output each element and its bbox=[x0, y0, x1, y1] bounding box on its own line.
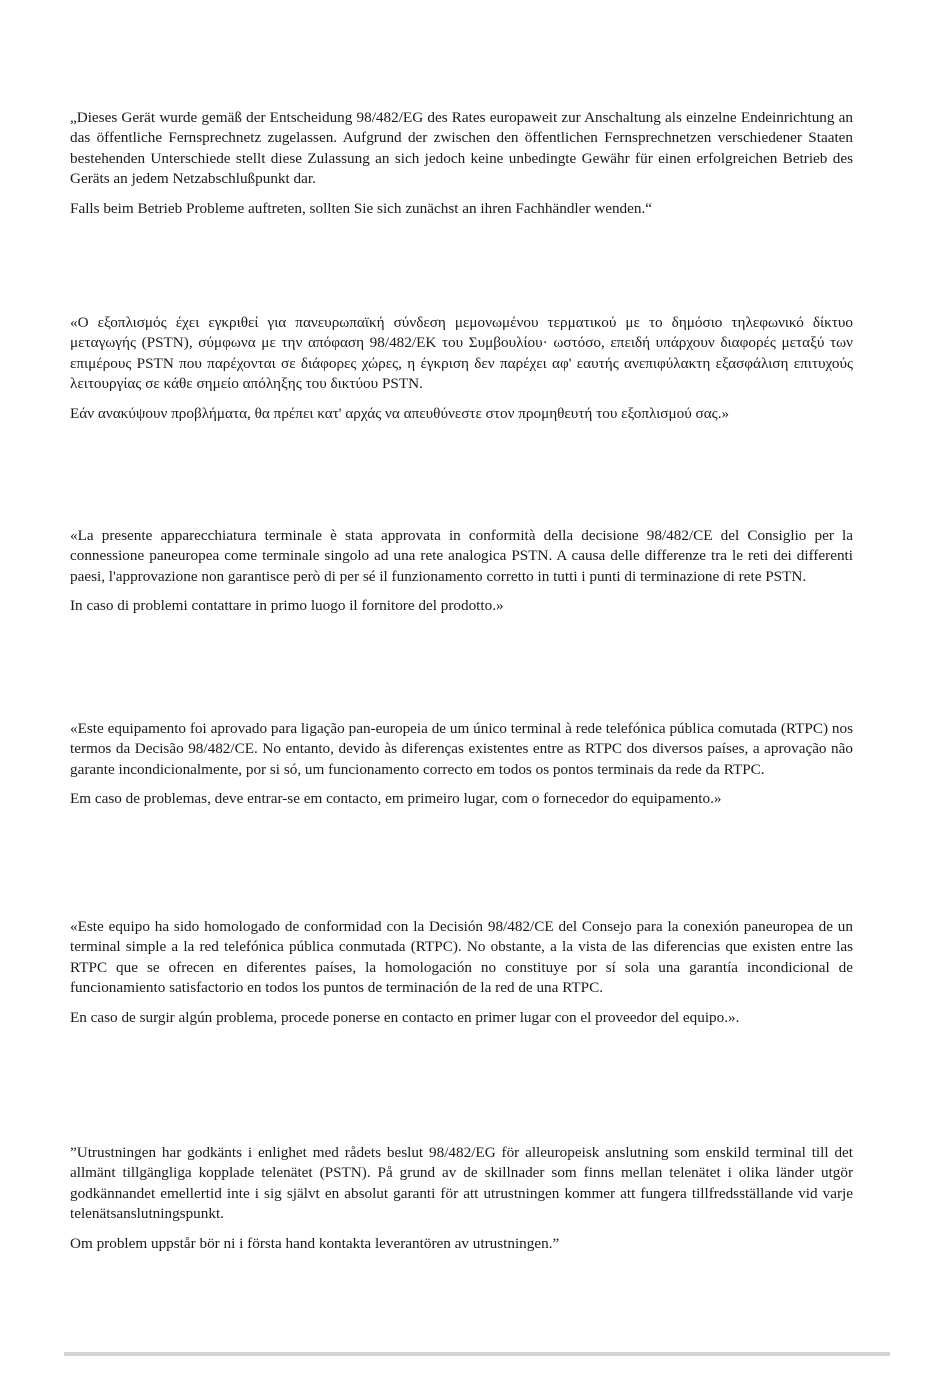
declaration-greek bbox=[70, 313, 853, 433]
declaration-statement: „Dieses Gerät wurde gemäß der Entscheidung 98/482/EG des Rates europaweit zur Anschaltung als einzelne Endeinrichtung an das öffentliche Fernsprechnetz zugelassen. Aufgrund der zwischen den öffentlichen Fernsprechnetzen verschiedener Staaten bestehenden Unterschiede stellt diese Zulassung an sich jedoch keine unbedingte Gewähr für einen erfolgreichen Betrieb des Geräts an jedem Netzabschlußpunkt dar. bbox=[70, 109, 853, 188]
declaration-portuguese bbox=[70, 719, 853, 819]
declaration-note: Om problem uppstår bör ni i första hand kontakta leverantören av utrustningen.” bbox=[70, 1234, 560, 1252]
declaration-statement: ”Utrustningen har godkänts i enlighet med rådets beslut 98/482/EG för alleuropeisk anslutning som enskild terminal till det allmänt tillgängliga kopplade telenätet (PSTN). På grund av de skillnader som finns mellan telenätet i olika länder utgör godkännandet emellertid inte i sig självt en absolut garanti för att utrustningen kommer att fungera tillfredsställande vid varje telenätsanslutningspunkt. bbox=[70, 1144, 853, 1223]
declaration-note: En caso de surgir algún problema, procede ponerse en contacto en primer lugar con el proveedor del equipo.». bbox=[70, 1008, 740, 1026]
declaration-statement: «Ο εξοπλισμός έχει εγκριθεί για πανευρωπαϊκή σύνδεση μεμονωμένου τερματικού με το δημόσιο τηλεφωνικό δίκτυο μεταγωγής (PSTN), σύμφωνα με την απόφαση 98/482/ΕΚ του Συμβουλίου· ωστόσο, επειδή υπάρχουν διαφορές μεταξύ των επιμέρους PSTN που παρέχονται σε διάφορες χώρες, η έγκριση δεν παρέχει αφ' εαυτής ανεπιφύλακτη εξασφάλιση επιτυχούς λειτουργίας σε κάθε σημείο απόληξης του δικτύου PSTN. bbox=[70, 314, 853, 393]
declaration-swedish bbox=[70, 1143, 853, 1263]
declaration-note: Falls beim Betrieb Probleme auftreten, sollten Sie sich zunächst an ihren Fachhändler wenden.“ bbox=[70, 199, 653, 217]
declaration-italian bbox=[70, 526, 853, 626]
declaration-note: Em caso de problemas, deve entrar-se em contacto, em primeiro lugar, com o fornecedor do equipamento.» bbox=[70, 790, 722, 808]
declaration-statement: «Este equipo ha sido homologado de conformidad con la Decisión 98/482/CE del Consejo para la conexión paneuropea de un terminal simple a la red telefónica pública conmutada (RTPC). No obstante, a la vista de las diferencias que existen entre las RTPC que se ofrecen en diferentes países, la homologación no constituye por sí sola una garantía incondicional de funcionamiento satisfactorio en todos los puntos de terminación de la red de una RTPC. bbox=[70, 918, 853, 997]
declaration-statement: «La presente apparecchiatura terminale è stata approvata in conformità della decisione 98/482/CE del Consiglio per la connessione paneuropea come terminale singolo ad una rete analogica PSTN. A causa delle differenze tra le reti dei differenti paesi, l'approvazione non garantisce però di per sé il funzionamento corretto in tutti i punti di terminazione di rete PSTN. bbox=[70, 527, 853, 585]
declaration-statement: «Este equipamento foi aprovado para ligação pan-europeia de um único terminal à rede telefónica pública comutada (RTPC) nos termos da Decisão 98/482/CE. No entanto, devido às diferenças existentes entre as RTPC dos diversos países, a aprovação não garante incondicionalmente, por si só, um funcionamento correcto em todos os pontos terminais da rede da RTPC. bbox=[70, 720, 853, 778]
declaration-note: In caso di problemi contattare in primo luogo il fornitore del prodotto.» bbox=[70, 597, 504, 615]
footer-divider bbox=[64, 1352, 890, 1356]
declaration-note: Εάν ανακύψουν προβλήματα, θα πρέπει κατ' αρχάς να απευθύνεστε στον προμηθευτή του εξοπλισμού σας.» bbox=[70, 404, 730, 422]
declaration-german bbox=[70, 108, 853, 228]
declaration-spanish bbox=[70, 917, 853, 1037]
